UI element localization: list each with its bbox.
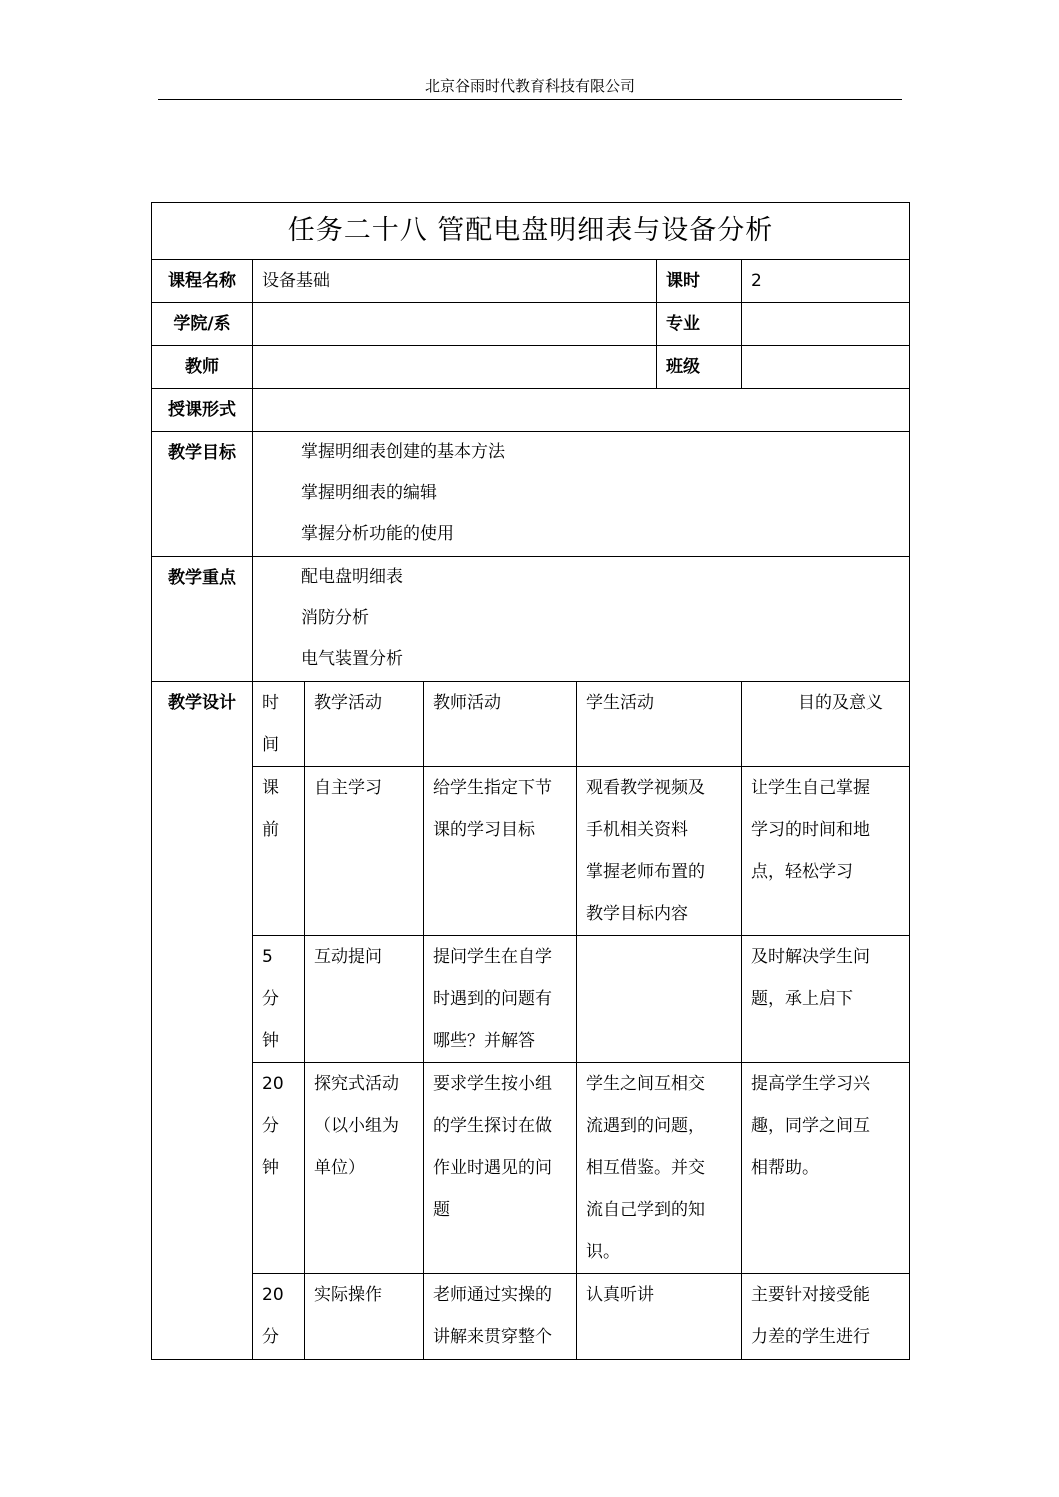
row-purpose — [742, 1063, 910, 1274]
objective-item: 掌握明细表创建的基本方法 — [301, 442, 505, 462]
text-line: 作业时遇见的问 — [433, 1158, 552, 1178]
text-line: 教学目标内容 — [586, 904, 688, 924]
text-line: 钟 — [262, 1031, 279, 1051]
text-line: 讲解来贯穿整个 — [433, 1327, 552, 1347]
text-line: 识。 — [586, 1242, 620, 1262]
text-line: 提高学生学习兴 — [751, 1074, 870, 1094]
text-line: 提问学生在自学 — [433, 947, 552, 967]
text-line: 及时解决学生问 — [751, 947, 870, 967]
text-line: 点，轻松学习 — [751, 862, 853, 882]
class-value — [742, 346, 910, 389]
text-line: 学习的时间和地 — [751, 820, 870, 840]
text-line: 题，承上启下 — [751, 989, 853, 1009]
class-label: 班级 — [657, 346, 742, 389]
course-name-label: 课程名称 — [152, 260, 253, 303]
key-point-item: 电气装置分析 — [301, 649, 403, 669]
row-purpose — [742, 936, 910, 1063]
text-line: 流自己学到的知 — [586, 1200, 705, 1220]
course-name-value: 设备基础 — [253, 260, 657, 303]
text-line: 课的学习目标 — [433, 820, 535, 840]
text-line: 互动提问 — [314, 947, 382, 967]
row-time — [253, 767, 305, 936]
row-student-activity — [577, 1063, 742, 1274]
row-teacher-activity — [424, 1063, 577, 1274]
text-line: 认真听讲 — [586, 1285, 654, 1305]
column-header-teacher: 教师活动 — [424, 682, 577, 767]
key-points-list — [253, 557, 910, 682]
row-time — [253, 936, 305, 1063]
text-line: 让学生自己掌握 — [751, 778, 870, 798]
college-value — [253, 303, 657, 346]
key-point-item: 配电盘明细表 — [301, 567, 403, 587]
text-line: 20 — [262, 1074, 284, 1094]
text-line: 分 — [262, 989, 279, 1009]
text-line: 流遇到的问题， — [586, 1116, 705, 1136]
text-line: 题 — [433, 1200, 450, 1220]
college-label: 学院/系 — [152, 303, 253, 346]
objectives-list — [253, 432, 910, 557]
design-label: 教学设计 — [152, 682, 253, 1360]
text-line: （以小组为 — [314, 1116, 399, 1136]
text-line: 分 — [262, 1116, 279, 1136]
row-activity — [305, 936, 424, 1063]
column-header-purpose: 目的及意义 — [742, 682, 910, 767]
page-header: 北京谷雨时代教育科技有限公司 — [424, 77, 635, 95]
column-header-time — [253, 682, 305, 767]
teaching-form-value — [253, 389, 910, 432]
header-divider — [158, 99, 902, 100]
row-purpose — [742, 767, 910, 936]
text-line: 钟 — [262, 1158, 279, 1178]
text-line: 探究式活动 — [314, 1074, 399, 1094]
row-teacher-activity — [424, 1274, 577, 1360]
objective-item: 掌握明细表的编辑 — [301, 483, 437, 503]
text-line: 相帮助。 — [751, 1158, 819, 1178]
text-line: 前 — [262, 820, 279, 840]
key-point-item: 消防分析 — [301, 608, 369, 628]
text-line: 实际操作 — [314, 1285, 382, 1305]
row-teacher-activity — [424, 936, 577, 1063]
text-line: 给学生指定下节 — [433, 778, 552, 798]
text-line: 手机相关资料 — [586, 820, 688, 840]
key-points-label: 教学重点 — [152, 557, 253, 682]
row-student-activity — [577, 936, 742, 1063]
row-time — [253, 1063, 305, 1274]
text-line: 20 — [262, 1285, 284, 1305]
text-line: 力差的学生进行 — [751, 1327, 870, 1347]
text-line: 老师通过实操的 — [433, 1285, 552, 1305]
row-activity — [305, 1063, 424, 1274]
document-title: 任务二十八 管配电盘明细表与设备分析 — [152, 203, 910, 260]
row-student-activity — [577, 767, 742, 936]
text-line: 自主学习 — [314, 778, 382, 798]
major-label: 专业 — [657, 303, 742, 346]
text-line: 主要针对接受能 — [751, 1285, 870, 1305]
teacher-value — [253, 346, 657, 389]
row-activity — [305, 1274, 424, 1360]
text-line: 要求学生按小组 — [433, 1074, 552, 1094]
row-student-activity — [577, 1274, 742, 1360]
text-line: 观看教学视频及 — [586, 778, 705, 798]
text-line: 哪些？并解答 — [433, 1031, 535, 1051]
text-line: 分 — [262, 1327, 279, 1347]
text-line: 课 — [262, 778, 279, 798]
row-purpose — [742, 1274, 910, 1360]
text-line: 单位） — [314, 1158, 365, 1178]
major-value — [742, 303, 910, 346]
column-header-student: 学生活动 — [577, 682, 742, 767]
teacher-label: 教师 — [152, 346, 253, 389]
row-activity — [305, 767, 424, 936]
objective-item: 掌握分析功能的使用 — [301, 524, 454, 544]
hours-value: 2 — [742, 260, 910, 303]
time-header-line: 时间 — [262, 693, 279, 755]
teaching-form-label: 授课形式 — [152, 389, 253, 432]
text-line: 5 — [262, 947, 273, 967]
text-line: 时遇到的问题有 — [433, 989, 552, 1009]
objectives-label: 教学目标 — [152, 432, 253, 557]
row-teacher-activity — [424, 767, 577, 936]
text-line: 掌握老师布置的 — [586, 862, 705, 882]
text-line: 的学生探讨在做 — [433, 1116, 552, 1136]
lesson-plan-table — [151, 202, 910, 1360]
column-header-activity: 教学活动 — [305, 682, 424, 767]
text-line: 学生之间互相交 — [586, 1074, 705, 1094]
text-line: 趣，同学之间互 — [751, 1116, 870, 1136]
hours-label: 课时 — [657, 260, 742, 303]
row-time — [253, 1274, 305, 1360]
text-line: 相互借鉴。并交 — [586, 1158, 705, 1178]
